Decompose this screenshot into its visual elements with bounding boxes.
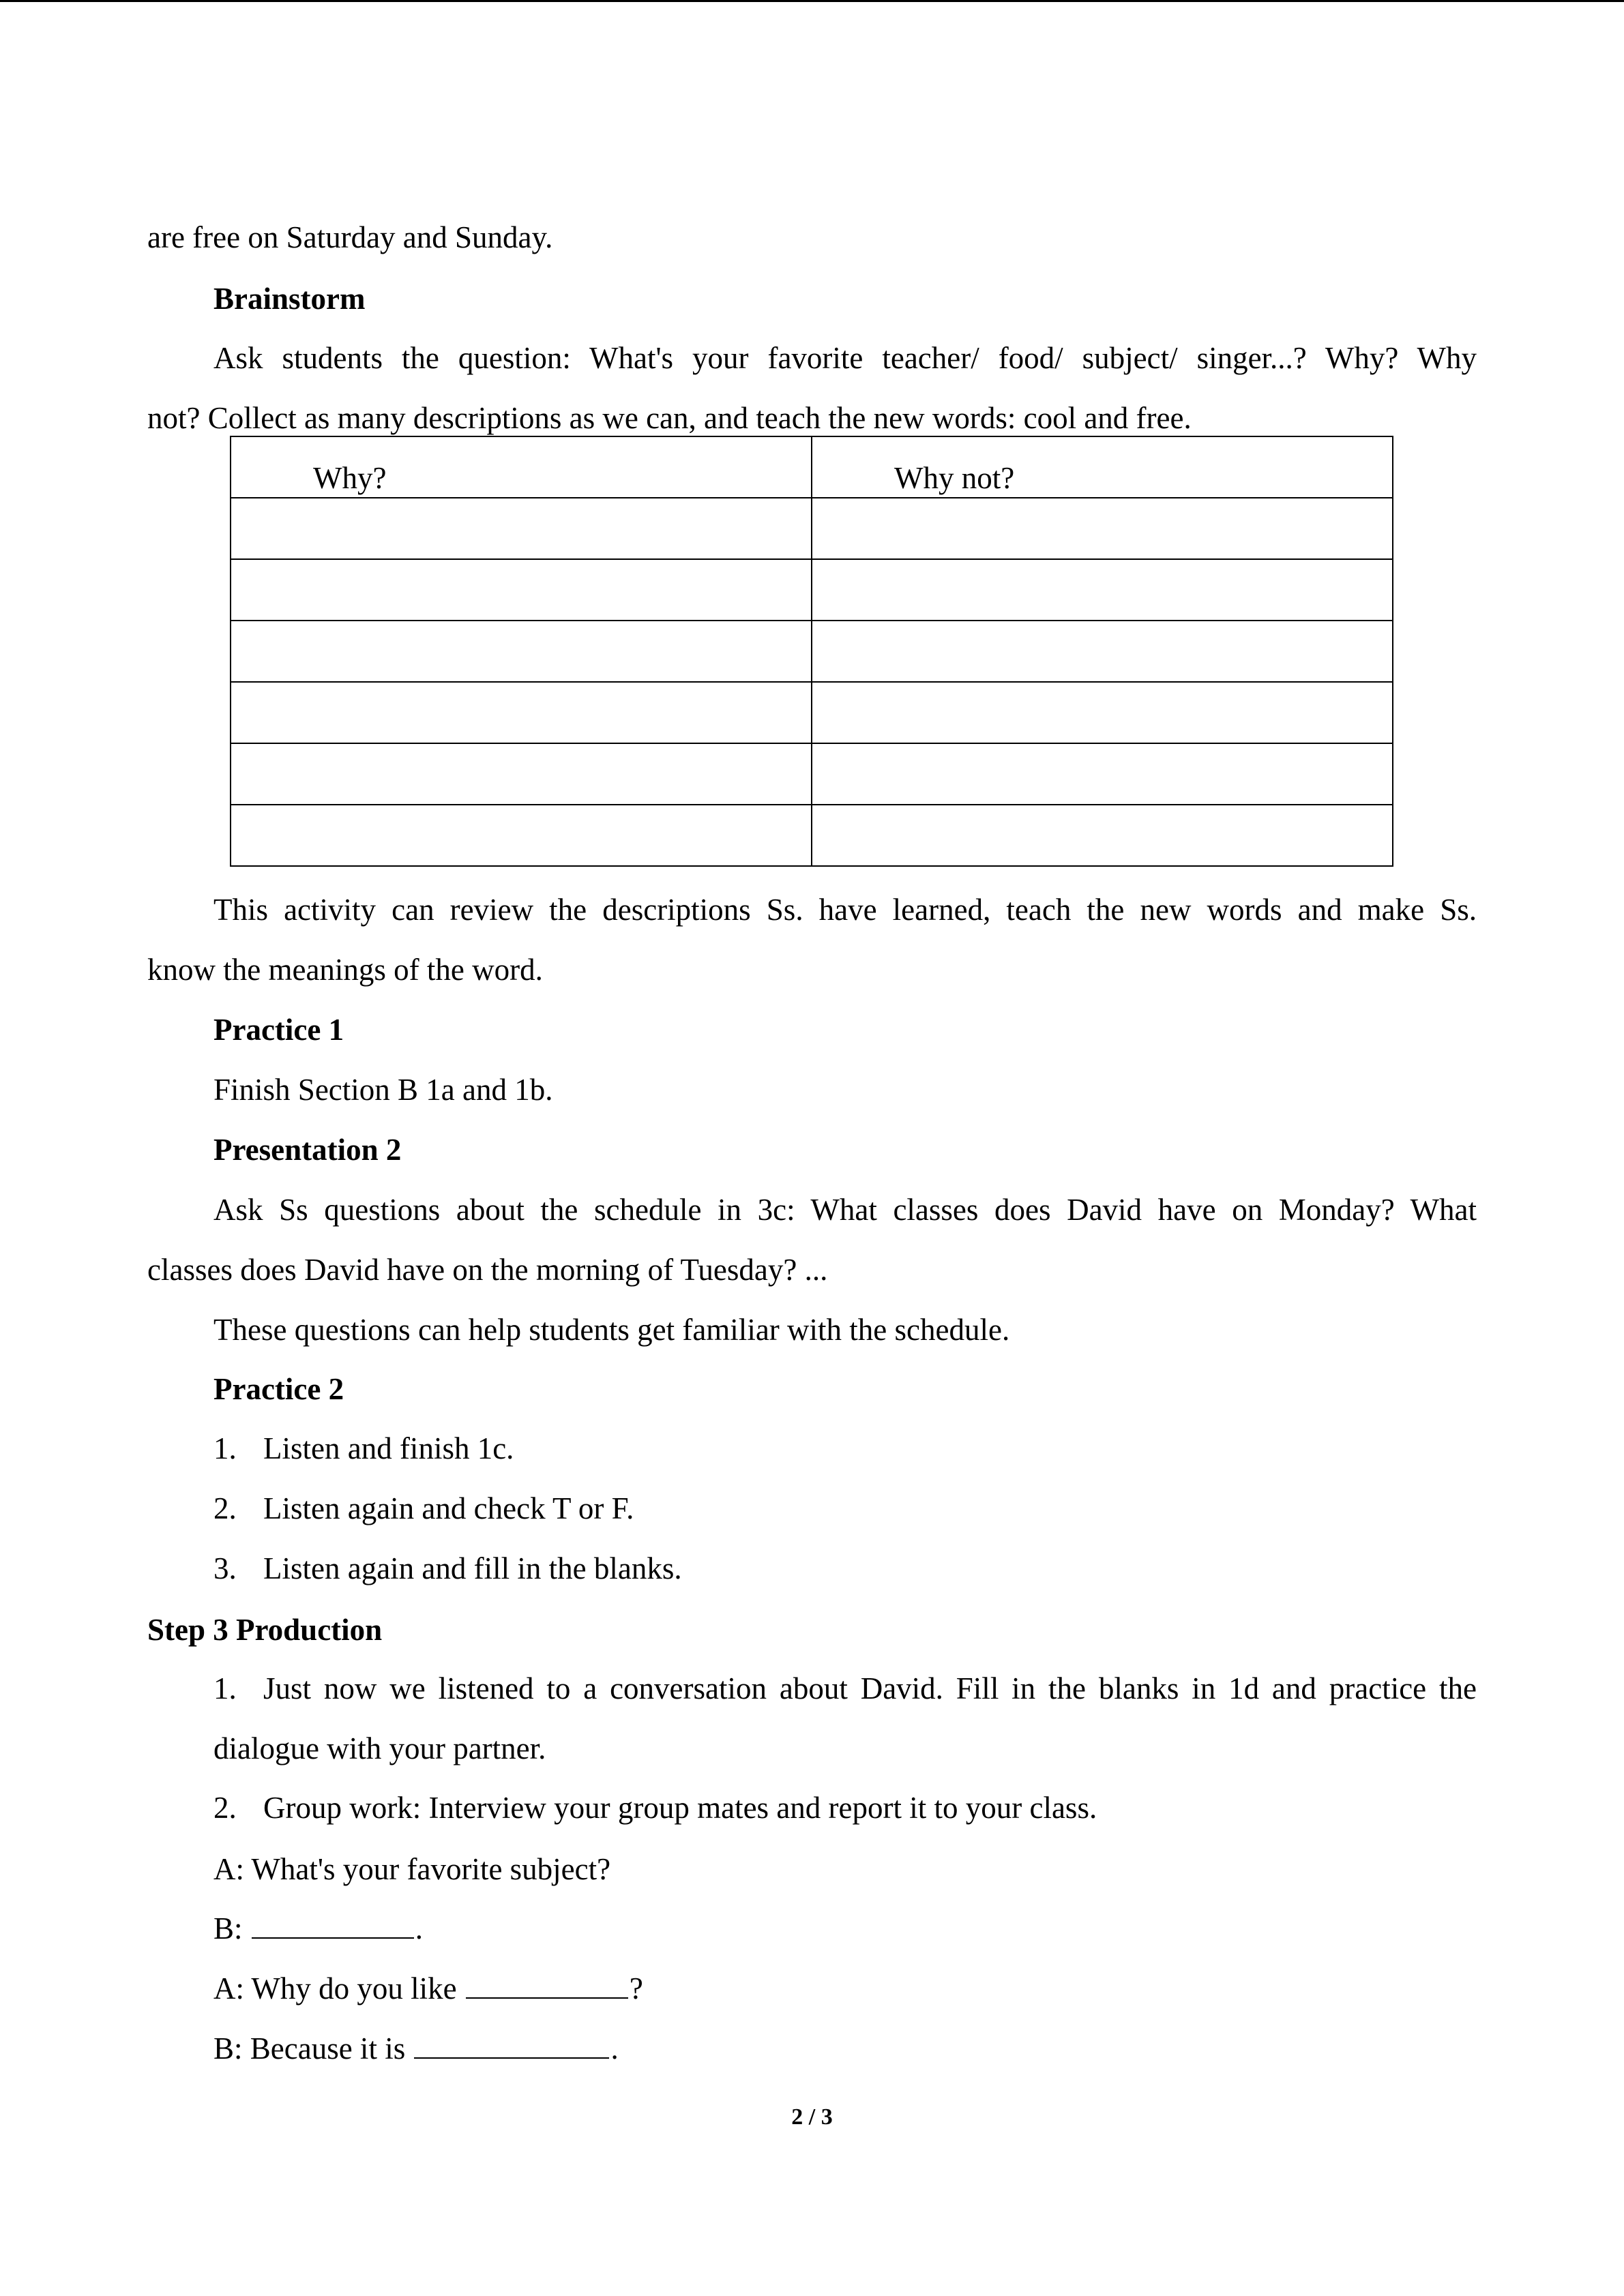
dialogue-line-b1 (213, 1909, 423, 1948)
dialogue-punctuation: . (415, 1911, 424, 1945)
step3-item1-line1 (213, 1669, 1477, 1708)
table-cell[interactable] (231, 805, 812, 866)
table-cell[interactable] (812, 559, 1393, 621)
list-item-text: Group work: Interview your group mates and report it to your class. (263, 1791, 1097, 1825)
presentation2-note: These questions can help students get familiar with the schedule. (213, 1313, 1010, 1347)
practice2-heading: Practice 2 (213, 1372, 344, 1406)
list-item-text: Listen again and fill in the blanks. (263, 1551, 682, 1585)
fill-in-blank[interactable] (414, 2033, 609, 2059)
brainstorm-paragraph-line2: not? Collect as many descriptions as we can, and teach the new words: cool and free. (147, 401, 1192, 435)
brainstorm-note-line1: This activity can review the descriptions Ss. have learned, teach the new words and make Ss. (213, 893, 1477, 927)
dialogue-speaker-text: B: (213, 1911, 243, 1945)
presentation2-paragraph-line1: Ask Ss questions about the schedule in 3c: What classes does David have on Monday? What (213, 1193, 1477, 1227)
dialogue-speaker-text: A: Why do you like (213, 1971, 457, 2006)
table-cell[interactable] (812, 743, 1393, 805)
table-cell[interactable] (812, 621, 1393, 682)
table-cell[interactable] (231, 498, 812, 559)
table-cell[interactable] (812, 682, 1393, 743)
step3-item2 (213, 1789, 1097, 1827)
table-row (231, 682, 1393, 743)
list-item-text: Listen and finish 1c. (263, 1431, 514, 1465)
list-item (213, 1429, 514, 1467)
why-why-not-table (230, 436, 1393, 867)
table-cell[interactable] (812, 498, 1393, 559)
table-header-why-not: Why not? (812, 436, 1393, 498)
fill-in-blank[interactable] (252, 1913, 414, 1939)
table-cell[interactable] (231, 621, 812, 682)
dialogue-punctuation: ? (629, 1971, 643, 2006)
table-row (231, 621, 1393, 682)
brainstorm-heading: Brainstorm (213, 282, 366, 316)
list-item-number: 3. (213, 1551, 237, 1585)
list-item-number: 2. (213, 1491, 237, 1525)
dialogue-line-a1: A: What's your favorite subject? (213, 1852, 611, 1886)
list-item-number: 2. (213, 1791, 237, 1825)
table-header-row (231, 436, 1393, 498)
table-row (231, 805, 1393, 866)
fill-in-blank[interactable] (466, 1973, 628, 1999)
presentation2-paragraph-line2: classes does David have on the morning of Tuesday? ... (147, 1253, 828, 1287)
step3-item1-line2: dialogue with your partner. (213, 1731, 546, 1765)
table-row (231, 498, 1393, 559)
dialogue-punctuation: . (610, 2031, 619, 2066)
table-cell[interactable] (231, 743, 812, 805)
list-item-number: 1. (213, 1431, 237, 1465)
list-item-number: 1. (213, 1671, 237, 1705)
carryover-text: are free on Saturday and Sunday. (147, 220, 553, 254)
page-number: 2 / 3 (791, 2104, 833, 2130)
table-row (231, 559, 1393, 621)
dialogue-line-b2 (213, 2029, 619, 2068)
table-row (231, 743, 1393, 805)
presentation2-heading: Presentation 2 (213, 1133, 402, 1167)
list-item (213, 1489, 634, 1527)
list-item-text: Just now we listened to a conversation about David. Fill in the blanks in 1d and practice the (263, 1671, 1477, 1705)
table-cell[interactable] (231, 682, 812, 743)
list-item-text: Listen again and check T or F. (263, 1491, 634, 1525)
table-cell[interactable] (812, 805, 1393, 866)
brainstorm-note-line2: know the meanings of the word. (147, 953, 543, 987)
dialogue-line-a2 (213, 1969, 643, 2008)
practice1-heading: Practice 1 (213, 1013, 344, 1047)
list-item (213, 1549, 682, 1587)
table-cell[interactable] (231, 559, 812, 621)
dialogue-speaker-text: B: Because it is (213, 2031, 406, 2066)
table-header-why: Why? (231, 436, 812, 498)
step3-heading: Step 3 Production (147, 1613, 383, 1647)
practice1-text: Finish Section B 1a and 1b. (213, 1073, 553, 1107)
brainstorm-paragraph-line1: Ask students the question: What's your favorite teacher/ food/ subject/ singer...? Why? Why (213, 341, 1477, 375)
